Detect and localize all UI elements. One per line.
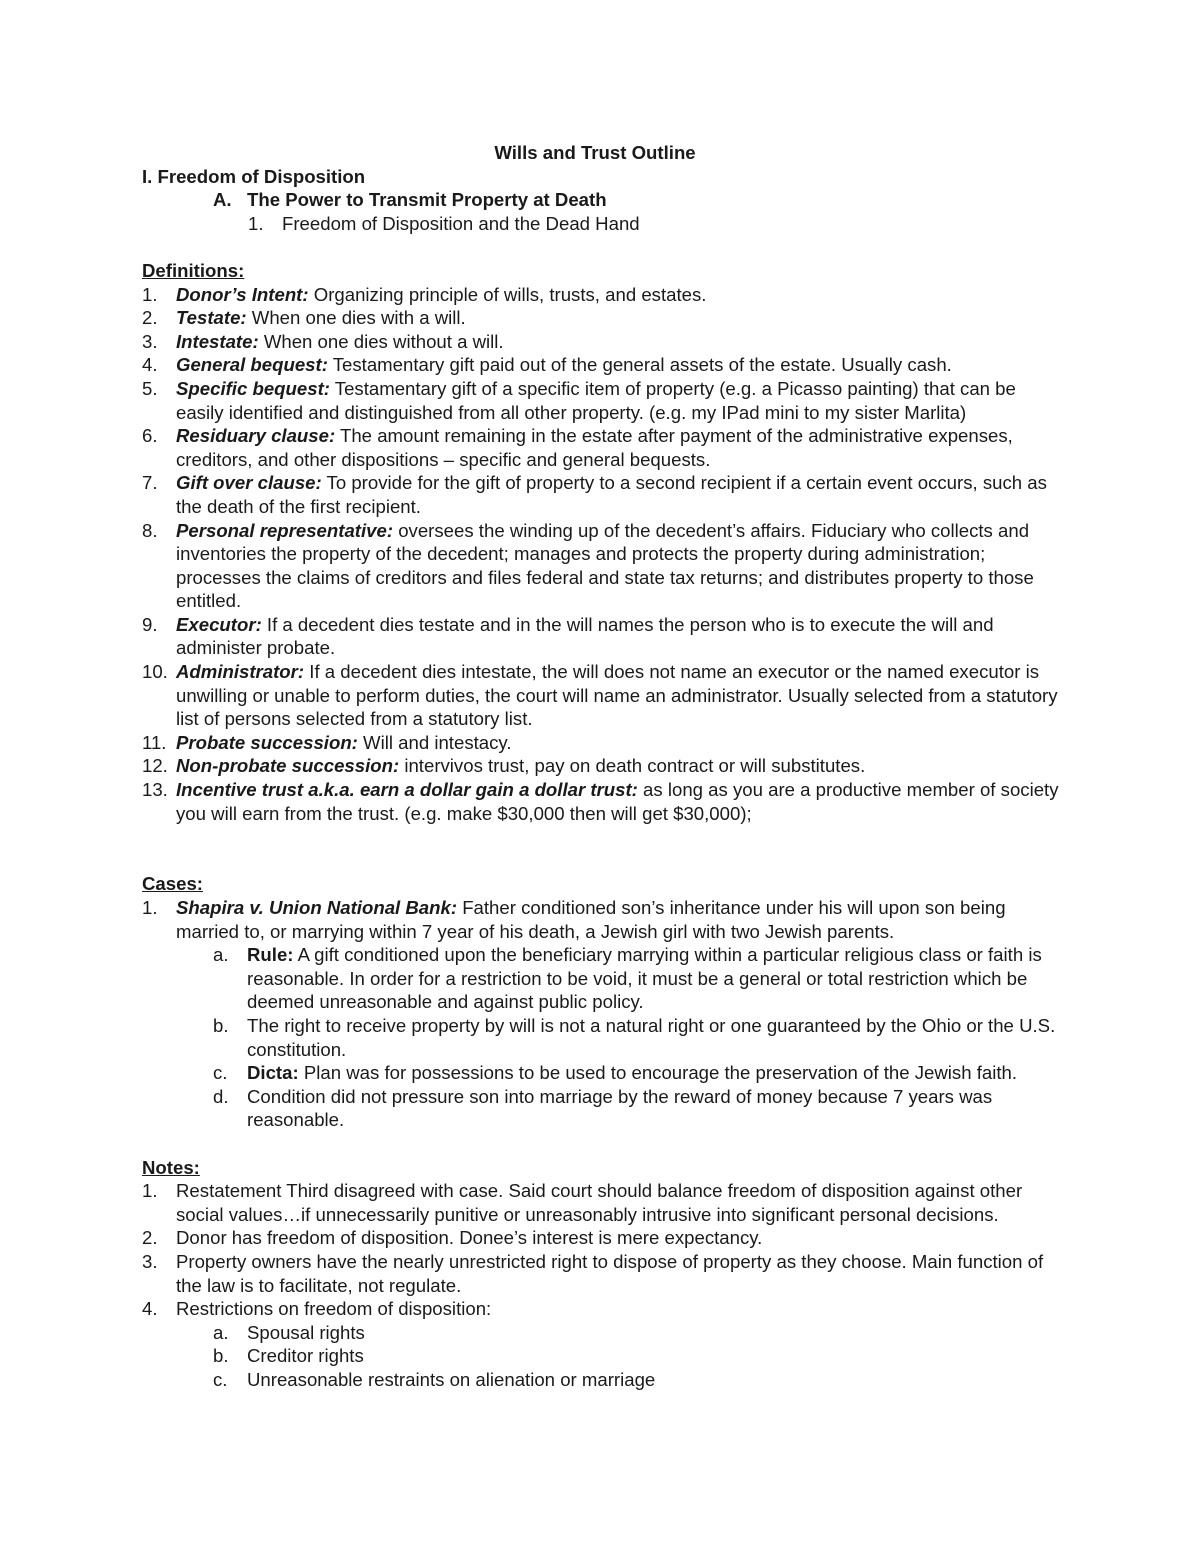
- definition-item: [0, 754, 1200, 778]
- definition-number: 12.: [142, 755, 168, 777]
- case-name: Shapira v. Union National Bank:: [176, 897, 458, 918]
- note-sub-letter: b.: [213, 1345, 229, 1367]
- definition-number: 2.: [142, 307, 158, 329]
- definition-item: [0, 731, 1200, 755]
- definition-number: 5.: [142, 377, 158, 399]
- definition-text: If a decedent dies testate and in the will names the person who is to execute the will and administer probate.: [176, 613, 994, 659]
- definition-term: Intestate:: [176, 330, 259, 352]
- note-sub-text: Unreasonable restraints on alienation or marriage: [247, 1368, 656, 1390]
- definition-item: [0, 283, 1200, 307]
- definition-term: Executor:: [176, 613, 262, 635]
- definition-text: Testamentary gift paid out of the general assets of the estate. Usually cash.: [327, 354, 952, 376]
- note-number: 4.: [142, 1298, 158, 1320]
- definition-text: intervivos trust, pay on death contract or will substitutes.: [399, 755, 866, 777]
- case-sub-letter: b.: [213, 1014, 229, 1036]
- case-sub-letter: a.: [213, 944, 229, 966]
- case-sub-item: [0, 1061, 1200, 1085]
- case-summary: Father conditioned son’s inheritance under his will upon son being married to, or marrying within 7 year of his death, a Jewish girl with two Jewish parents.: [176, 897, 1006, 942]
- definition-number: 10.: [142, 661, 168, 683]
- definition-item: [0, 353, 1200, 377]
- case-sub-label: Rule:: [247, 944, 294, 966]
- definition-term: Personal representative:: [176, 519, 394, 541]
- definition-number: 11.: [142, 731, 167, 753]
- document-page: [0, 141, 1200, 1391]
- note-number: 2.: [142, 1227, 158, 1249]
- definition-item: [0, 778, 1200, 825]
- definition-term: Probate succession:: [176, 731, 358, 753]
- note-sub-text: Creditor rights: [247, 1345, 364, 1367]
- definition-term: Specific bequest:: [176, 377, 330, 399]
- definition-text: oversees the winding up of the decedent’s affairs. Fiduciary who collects and inventories the property of the decedent; manages and protects the property during administration; processes the claims of creditors and files federal and state tax returns; and distributes property to those entitled.: [176, 519, 1034, 612]
- definition-text: When one dies without a will.: [258, 330, 504, 352]
- definition-number: 4.: [142, 354, 158, 376]
- outline-level-1: I. Freedom of Disposition: [142, 165, 366, 187]
- definition-text: When one dies with a will.: [246, 307, 466, 329]
- outline-level-3: [0, 212, 1200, 236]
- definition-term: Gift over clause:: [176, 472, 322, 494]
- definition-item: [0, 330, 1200, 354]
- note-item: [0, 1250, 1200, 1297]
- definition-number: 3.: [142, 330, 158, 352]
- definition-text: The amount remaining in the estate after payment of the administrative expenses, creditors, and other dispositions – specific and general bequests.: [176, 425, 1013, 470]
- note-text: Restrictions on freedom of disposition:: [176, 1298, 492, 1320]
- definition-number: 7.: [142, 472, 158, 494]
- definition-term: Testate:: [176, 307, 247, 329]
- outline-level-3-text: Freedom of Disposition and the Dead Hand: [282, 212, 640, 234]
- definition-term: Residuary clause:: [176, 425, 336, 447]
- definition-text: as long as you are a productive member of society you will earn from the trust. (e.g. make $30,000 then will get $30,000);: [176, 779, 1059, 824]
- definition-item: [0, 471, 1200, 518]
- outline-level-2-text: The Power to Transmit Property at Death: [247, 189, 607, 211]
- note-sub-letter: a.: [213, 1321, 229, 1343]
- case-sub-text: Plan was for possessions to be used to encourage the preservation of the Jewish faith.: [298, 1062, 1018, 1084]
- definition-item: [0, 377, 1200, 424]
- notes-heading: Notes:: [142, 1156, 200, 1178]
- note-item: [0, 1297, 1200, 1321]
- document-title: Wills and Trust Outline: [494, 142, 696, 163]
- definition-number: 9.: [142, 613, 158, 635]
- note-item: [0, 1226, 1200, 1250]
- note-sub-letter: c.: [213, 1368, 228, 1390]
- outline-level-2-number: A.: [213, 189, 232, 211]
- case-sub-letter: c.: [213, 1062, 228, 1084]
- note-text: Restatement Third disagreed with case. Said court should balance freedom of disposition against other social values…if unnecessarily punitive or unreasonably intrusive into significant personal decisions.: [176, 1180, 1023, 1225]
- definition-number: 8.: [142, 519, 158, 541]
- definitions-list: [0, 283, 1200, 826]
- definition-item: [0, 660, 1200, 731]
- case-sub-text: Condition did not pressure son into marriage by the reward of money because 7 years was reasonable.: [247, 1085, 993, 1131]
- note-text: Property owners have the nearly unrestricted right to dispose of property as they choose. Main function of the law is to facilitate, not regulate.: [176, 1250, 1044, 1296]
- definitions-heading: Definitions:: [142, 259, 245, 281]
- note-item: [0, 1179, 1200, 1226]
- definition-item: [0, 613, 1200, 660]
- case-sub-text: A gift conditioned upon the beneficiary marrying within a particular religious class or faith is reasonable. In order for a restriction to be void, it must be a general or total restriction which be deemed unreasonable and against public policy.: [247, 944, 1042, 1013]
- definition-term: Incentive trust a.k.a. earn a dollar gain a dollar trust:: [176, 779, 638, 801]
- definition-term: Administrator:: [176, 661, 305, 683]
- note-sub-text: Spousal rights: [247, 1321, 365, 1343]
- note-sub-item: [0, 1321, 1200, 1345]
- definition-text: To provide for the gift of property to a second recipient if a certain event occurs, such as the death of the first recipient.: [176, 472, 1047, 517]
- definition-term: Donor’s Intent:: [176, 283, 309, 305]
- outline-level-2: [0, 188, 1200, 212]
- definition-item: [0, 519, 1200, 613]
- definition-number: 6.: [142, 425, 158, 447]
- note-text: Donor has freedom of disposition. Donee’s interest is mere expectancy.: [176, 1227, 763, 1249]
- outline-level-3-number: 1.: [248, 212, 264, 234]
- case-item: [0, 896, 1200, 943]
- definition-term: General bequest:: [176, 354, 328, 376]
- definition-text: If a decedent dies intestate, the will does not name an executor or the named executor is unwilling or unable to perform duties, the court will name an administrator. Usually selected from a statutory list of persons selected from a statutory list.: [176, 661, 1058, 730]
- case-sub-item: [0, 943, 1200, 1014]
- case-sub-item: [0, 1014, 1200, 1061]
- cases-heading: Cases:: [142, 873, 203, 895]
- note-sub-item: [0, 1368, 1200, 1392]
- definition-item: [0, 424, 1200, 471]
- case-number: 1.: [142, 897, 158, 918]
- definition-text: Testamentary gift of a specific item of property (e.g. a Picasso painting) that can be easily identified and distinguished from all other property. (e.g. my IPad mini to my sister Marlita): [176, 377, 1016, 423]
- case-sub-label: Dicta:: [247, 1062, 299, 1084]
- case-sub-text: The right to receive property by will is not a natural right or one guaranteed by the Ohio or the U.S. constitution.: [247, 1014, 1056, 1060]
- definition-text: Organizing principle of wills, trusts, and estates.: [308, 283, 707, 305]
- case-sub-letter: d.: [213, 1085, 229, 1107]
- note-sub-item: [0, 1344, 1200, 1368]
- case-sub-item: [0, 1085, 1200, 1132]
- definition-term: Non-probate succession:: [176, 755, 400, 777]
- definition-text: Will and intestacy.: [357, 731, 512, 753]
- definition-number: 1.: [142, 283, 158, 305]
- definition-number: 13.: [142, 779, 168, 801]
- definition-item: [0, 306, 1200, 330]
- note-number: 3.: [142, 1250, 158, 1272]
- note-number: 1.: [142, 1180, 158, 1202]
